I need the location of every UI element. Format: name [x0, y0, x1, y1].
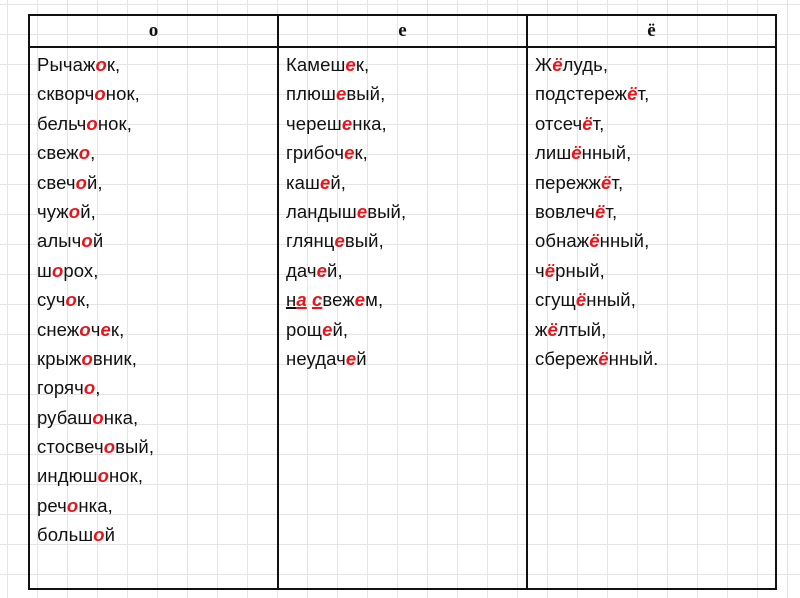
word-part: й, — [332, 318, 349, 340]
word-part: к, — [106, 54, 121, 75]
word-part: Ж — [535, 54, 553, 75]
word-item — [37, 168, 154, 197]
word-item — [535, 226, 658, 255]
highlighted-letter: е — [356, 200, 368, 222]
word-part: к, — [110, 318, 125, 340]
highlighted-letter: ё — [552, 54, 563, 75]
word-list-e — [286, 50, 406, 373]
highlighted-letter: с — [311, 289, 323, 311]
word-part: рный, — [555, 259, 605, 281]
word-part: вый, — [367, 200, 407, 222]
word-part: к, — [354, 142, 368, 164]
word-part: вник, — [92, 347, 137, 369]
highlighted-letter: е — [345, 54, 356, 75]
word-part: нный, — [581, 142, 632, 164]
column-header-yo: ё — [647, 20, 656, 41]
word-part: й, — [87, 171, 103, 193]
word-item — [535, 285, 658, 314]
word-part: лиш — [535, 142, 572, 164]
word-item — [535, 138, 658, 167]
word-part: свеч — [37, 171, 76, 193]
word-part: каш — [286, 171, 320, 193]
word-part: Рычаж — [37, 54, 96, 75]
highlighted-letter: о — [78, 142, 91, 164]
word-item — [37, 315, 154, 344]
word-item — [286, 315, 406, 344]
highlighted-letter: е — [341, 112, 353, 134]
word-item — [286, 79, 406, 108]
word-part: снеж — [37, 318, 80, 340]
word-part: неудач — [286, 347, 346, 369]
word-part: нка, — [103, 406, 139, 428]
highlighted-letter: а — [296, 289, 307, 311]
word-part: лтый, — [557, 318, 607, 340]
word-item — [37, 520, 154, 549]
word-item — [286, 344, 406, 373]
word-item — [535, 197, 658, 226]
highlighted-letter: ё — [575, 289, 587, 311]
word-part: стосвеч — [37, 436, 104, 458]
column-divider — [526, 16, 528, 588]
word-part: грибоч — [286, 142, 345, 164]
word-part: горяч — [37, 377, 84, 399]
word-item — [37, 344, 154, 373]
word-part: м, — [365, 289, 384, 311]
highlighted-letter: о — [83, 377, 96, 399]
word-part: й — [356, 347, 367, 369]
word-item — [37, 50, 154, 79]
word-item — [37, 491, 154, 520]
highlighted-letter: о — [81, 230, 93, 252]
word-item — [37, 461, 154, 490]
word-part: сгущ — [535, 289, 576, 311]
highlighted-letter: о — [81, 347, 93, 369]
highlighted-letter: о — [92, 406, 104, 428]
word-part: бельч — [37, 112, 87, 134]
word-part: рох, — [63, 259, 99, 281]
word-list-yo — [535, 50, 658, 373]
highlighted-letter: ё — [571, 142, 582, 164]
highlighted-letter: ё — [598, 347, 609, 369]
highlighted-letter: ё — [582, 112, 593, 134]
word-part: вый, — [346, 83, 386, 105]
word-part: й, — [327, 259, 343, 281]
word-part: нок, — [108, 465, 144, 487]
word-part: рощ — [286, 318, 323, 340]
word-part: свеж — [37, 142, 79, 164]
highlighted-letter: ё — [595, 200, 606, 222]
word-item — [286, 50, 406, 79]
word-item — [286, 168, 406, 197]
word-part: суч — [37, 289, 66, 311]
word-part: нок, — [97, 112, 132, 134]
highlighted-letter: ё — [627, 83, 638, 105]
word-part: вовлеч — [535, 200, 596, 222]
word-part: сбереж — [535, 347, 599, 369]
highlighted-letter: ё — [589, 230, 600, 252]
highlighted-letter: е — [319, 171, 331, 193]
highlighted-letter: е — [100, 318, 111, 340]
word-part: реч — [37, 494, 67, 516]
word-part: отсеч — [535, 112, 583, 134]
word-part: т, — [592, 112, 605, 134]
highlighted-letter: о — [68, 200, 81, 222]
word-item — [535, 344, 658, 373]
spelling-table — [28, 14, 777, 590]
word-part: веж — [322, 289, 355, 311]
word-part: нный. — [608, 347, 659, 369]
word-item — [286, 197, 406, 226]
highlighted-letter: о — [65, 289, 77, 311]
word-part: подстереж — [535, 83, 628, 105]
word-part: , — [90, 142, 96, 164]
word-part: нный, — [599, 230, 650, 252]
word-part: к, — [355, 54, 370, 75]
word-part: индюш — [37, 465, 98, 487]
highlighted-letter: о — [95, 54, 107, 75]
word-item — [535, 315, 658, 344]
word-part: лудь, — [562, 54, 609, 75]
word-part: , — [95, 377, 101, 399]
word-part: ч — [535, 259, 545, 281]
word-item — [37, 373, 154, 402]
word-part: алыч — [37, 230, 82, 252]
word-part: н — [286, 289, 297, 311]
word-part: больш — [37, 524, 94, 546]
word-item — [535, 50, 658, 79]
highlighted-letter: о — [66, 494, 79, 516]
word-item — [286, 256, 406, 285]
column-divider — [277, 16, 279, 588]
word-part: й, — [330, 171, 347, 193]
word-part: к, — [76, 289, 91, 311]
column-header-o: о — [148, 20, 159, 41]
highlighted-letter: о — [51, 259, 64, 281]
highlighted-letter: о — [97, 465, 109, 487]
word-item — [286, 285, 406, 314]
word-item — [535, 168, 658, 197]
word-item — [37, 226, 154, 255]
word-part: нка, — [78, 494, 113, 516]
word-part: вый, — [344, 230, 384, 252]
word-item — [37, 403, 154, 432]
word-part: ш — [37, 259, 52, 281]
word-part: нный, — [586, 289, 636, 311]
word-part: рубаш — [37, 406, 93, 428]
highlighted-letter: о — [75, 171, 87, 193]
word-part: й — [104, 524, 116, 546]
highlighted-letter: е — [354, 289, 366, 311]
word-item — [37, 432, 154, 461]
word-part: вый, — [115, 436, 155, 458]
word-part: чуж — [37, 200, 69, 222]
word-item — [37, 109, 154, 138]
word-part: нок, — [105, 83, 140, 105]
highlighted-letter: о — [86, 112, 98, 134]
word-part: глянц — [286, 230, 335, 252]
word-part: т, — [605, 200, 618, 222]
word-item — [37, 256, 154, 285]
word-part: нка, — [352, 112, 387, 134]
word-part: й — [92, 230, 104, 252]
word-part: ландыш — [286, 200, 357, 222]
word-item — [37, 79, 154, 108]
word-item — [286, 109, 406, 138]
word-part: дач — [286, 259, 317, 281]
highlighted-letter: о — [103, 436, 116, 458]
highlighted-letter: о — [79, 318, 91, 340]
word-part: обнаж — [535, 230, 590, 252]
word-part: Камеш — [286, 54, 346, 75]
word-part: ж — [535, 318, 548, 340]
word-item — [535, 256, 658, 285]
highlighted-letter: ё — [544, 259, 556, 281]
word-part: крыж — [37, 347, 82, 369]
word-item — [286, 138, 406, 167]
word-item — [286, 226, 406, 255]
word-item — [37, 197, 154, 226]
highlighted-letter: е — [344, 142, 355, 164]
word-part: череш — [286, 112, 342, 134]
column-header-e: е — [398, 20, 407, 41]
word-list-o — [37, 50, 154, 550]
word-item — [535, 109, 658, 138]
word-item — [535, 79, 658, 108]
highlighted-letter: е — [316, 259, 328, 281]
word-part: плюш — [286, 83, 336, 105]
word-part: пережж — [535, 171, 602, 193]
highlighted-letter: ё — [601, 171, 612, 193]
word-part: т, — [637, 83, 650, 105]
word-part: ч — [90, 318, 101, 340]
word-item — [37, 285, 154, 314]
word-part: т, — [611, 171, 624, 193]
highlighted-letter: е — [345, 347, 357, 369]
highlighted-letter: е — [335, 83, 347, 105]
word-item — [37, 138, 154, 167]
word-part: скворч — [37, 83, 95, 105]
highlighted-letter: о — [94, 83, 106, 105]
highlighted-letter: ё — [547, 318, 558, 340]
highlighted-letter: о — [93, 524, 105, 546]
highlighted-letter: е — [322, 318, 333, 340]
word-part: й, — [80, 200, 96, 222]
highlighted-letter: е — [334, 230, 345, 252]
